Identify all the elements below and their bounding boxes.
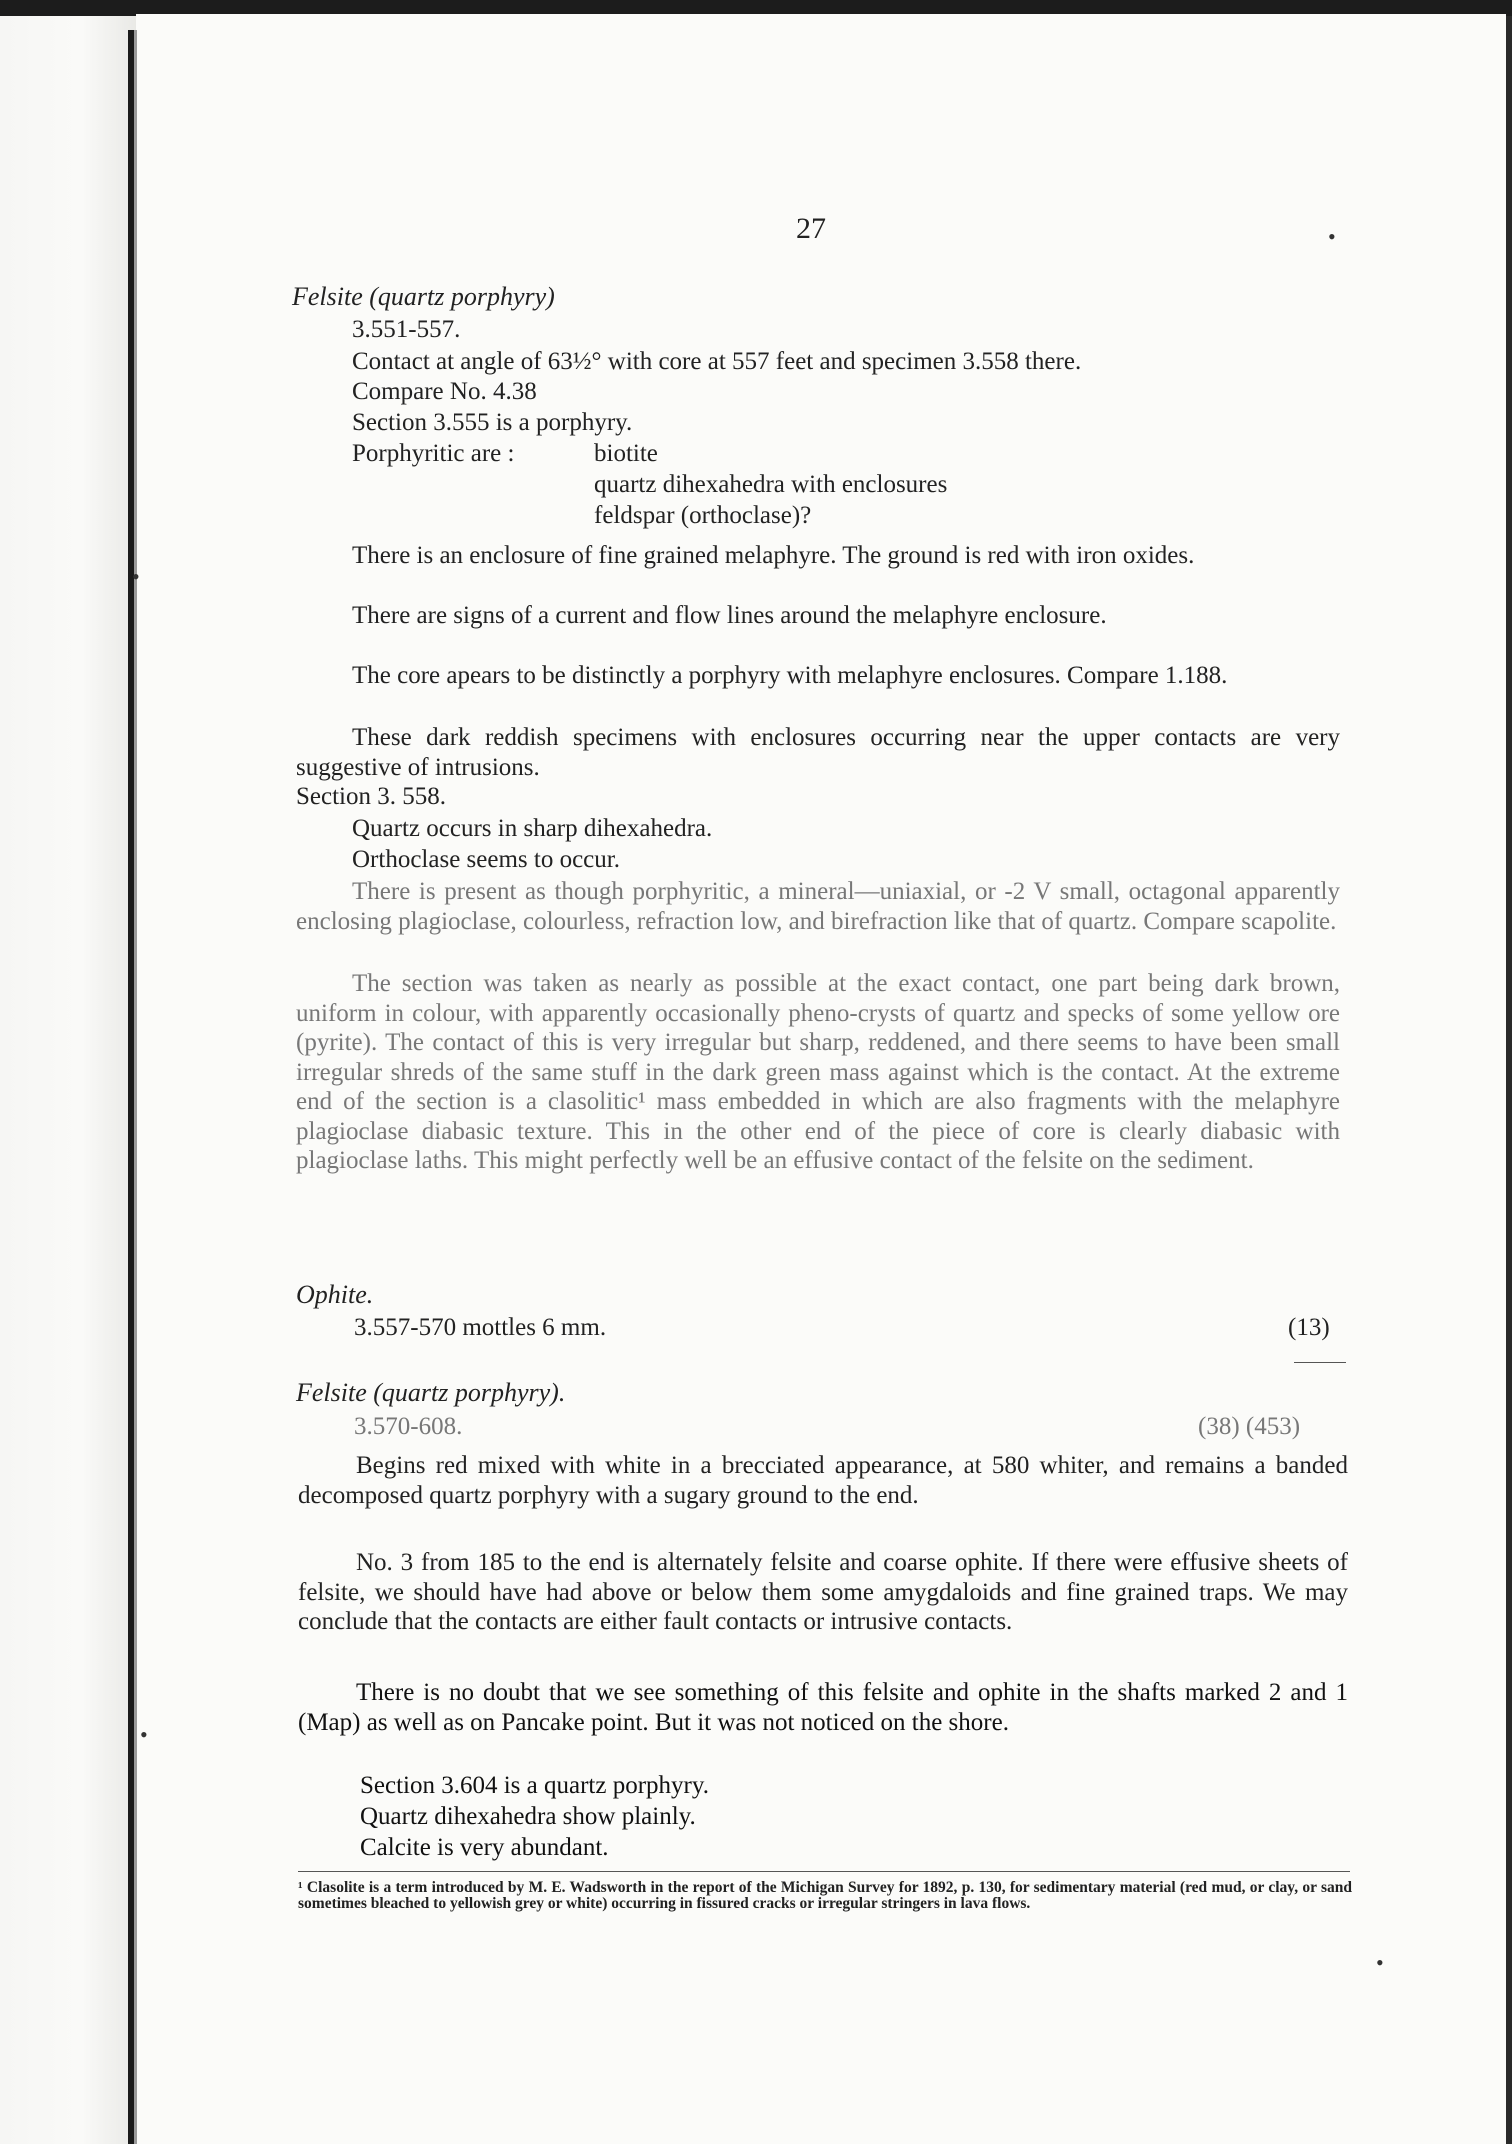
paragraph: There are signs of a current and flow lines around the melaphyre enclosure. [352,602,1107,629]
binding-shadow [134,30,137,2144]
paragraph: There is present as though porphyritic, a mineral—uniaxial, or -2 V small, octagonal apparently enclosing plagioclase, colourless, refraction low, and birefraction like that of quartz. Compare scapolite. [296,878,1340,935]
text-line: Quartz dihexahedra show plainly. [360,1803,696,1830]
text-line: Section 3.555 is a porphyry. [352,409,633,436]
porphyritic-label: Porphyritic are : [352,440,515,467]
paragraph: Begins red mixed with white in a brecciated appearance, at 580 whiter, and remains a banded decomposed quartz porphyry with a sugary ground to the end. [298,1452,1348,1509]
facing-page-edge [0,16,136,2144]
scan-speck: • [132,564,140,589]
page-number: 27 [796,212,826,245]
porphyritic-item: feldspar (orthoclase)? [594,502,812,529]
scan-speck: • [1328,224,1336,249]
text-line: Section 3.604 is a quartz porphyry. [360,1772,709,1799]
divider [1294,1362,1346,1363]
text-line: Calcite is very abundant. [360,1834,609,1861]
footnote-rule [298,1871,1350,1872]
paragraph: There is an enclosure of fine grained melaphyre. The ground is red with iron oxides. [352,542,1195,569]
paragraph: There is no doubt that we see something of this felsite and ophite in the shafts marked 2 and 1 (Map) as well as on Pancake point. But it was not noticed on the shore. [298,1679,1348,1736]
paragraph: No. 3 from 185 to the end is alternately felsite and coarse ophite. If there were effusive sheets of felsite, we should have had above or below them some amygdaloids and fine grained traps. We may conclude that the contacts are either fault contacts or intrusive contacts. [298,1549,1348,1635]
text-line: Quartz occurs in sharp dihexahedra. [352,815,713,842]
text-line: Contact at angle of 63½° with core at 557 feet and specimen 3.558 there. [352,348,1082,375]
scan-speck: • [140,1722,148,1747]
text-line: Orthoclase seems to occur. [352,846,620,873]
section-heading: Felsite (quartz porphyry). [296,1378,566,1407]
specimen-range: 3.557-570 mottles 6 mm. [354,1314,607,1341]
porphyritic-item: quartz dihexahedra with enclosures [594,471,948,498]
scan-speck: • [1376,1950,1384,1975]
paragraph: The section was taken as nearly as possible at the exact contact, one part being dark brown, uniform in colour, with apparently occasionally pheno-crysts of quartz and specks of some yellow ore (pyrite). The contact of this is very irregular but sharp, reddened, and there seems to have been small irregular shreds of the same stuff in the dark green mass against which is the contact. At the extreme end of the section is a clasolitic¹ mass embedded in which are also fragments with the melaphyre plagioclase diabasic texture. This in the other end of the piece of core is clearly diabasic with plagioclase laths. This might perfectly well be an effusive contact of the felsite on the sediment. [296,970,1340,1174]
text-line: Compare No. 4.38 [352,378,537,405]
porphyritic-item: biotite [594,440,658,467]
section-heading: Ophite. [296,1280,374,1309]
specimen-range: 3.551-557. [352,316,461,343]
specimen-range: 3.570-608. [354,1413,463,1440]
count: (38) (453) [1198,1413,1301,1440]
paragraph: These dark reddish specimens with enclosures occurring near the upper contacts are very suggestive of intrusions. [296,724,1340,781]
count: (13) [1288,1314,1330,1341]
footnote: ¹ Clasolite is a term introduced by M. E. Wadsworth in the report of the Michigan Survey for 1892, p. 130, for sedimentary material (red mud, or clay, or sand sometimes bleached to yellowish grey or white) occurring in fissured cracks or irregular stringers in lava flows. [298,1879,1352,1912]
paragraph: The core apears to be distinctly a porphyry with melaphyre enclosures. Compare 1.188. [352,662,1228,689]
section-label: Section 3. 558. [296,783,446,810]
section-heading: Felsite (quartz porphyry) [292,282,555,311]
